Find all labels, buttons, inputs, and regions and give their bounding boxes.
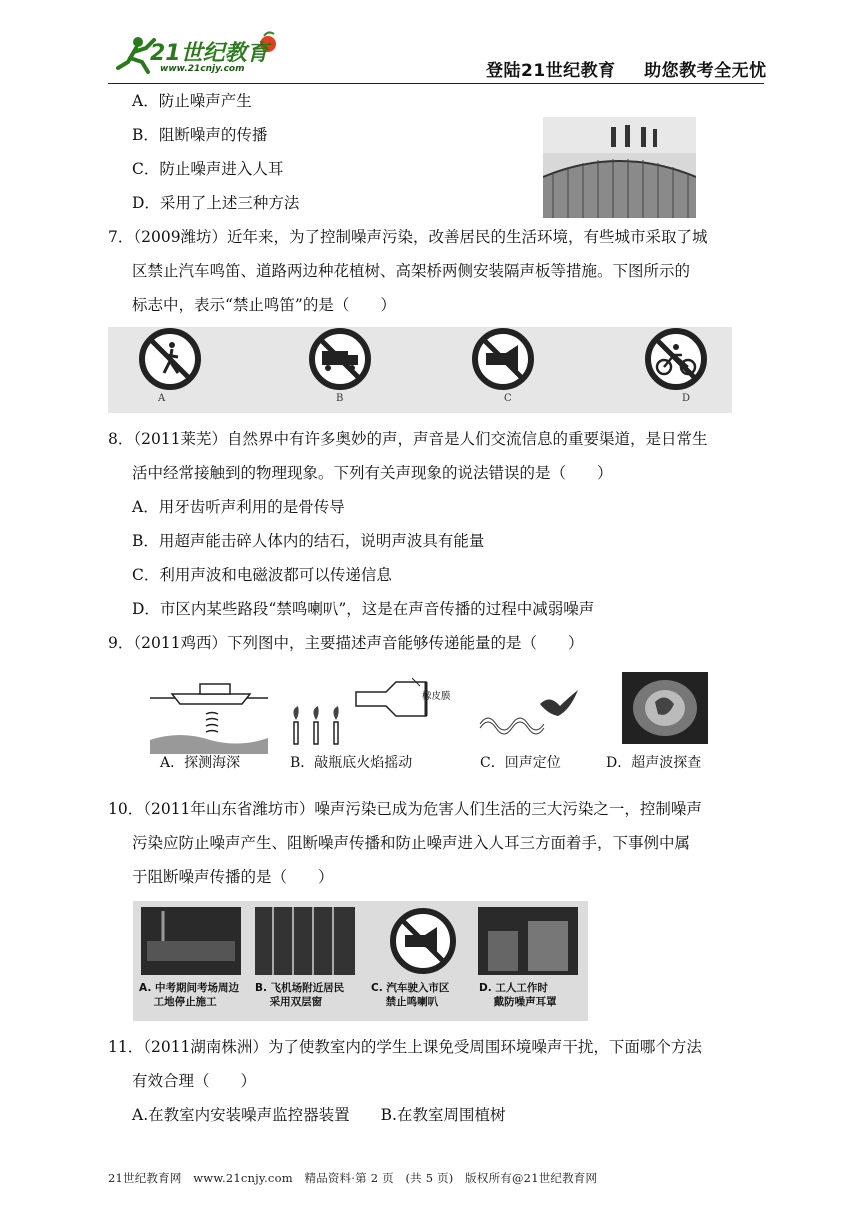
boat-sonar-icon bbox=[150, 684, 268, 754]
slogan-right: 助您教考全无忧 bbox=[644, 61, 767, 81]
q8-line-2: 活中经常接触到的物理现象。下列有关声现象的说法错误的是（ ） bbox=[132, 464, 613, 482]
slogan-left: 登陆21世纪教育 bbox=[486, 61, 616, 81]
q8-line-1: 8．（2011莱芜）自然界中有许多奥妙的声，声音是人们交流信息的重要渠道，是日常生 bbox=[108, 430, 708, 448]
q9-caption-b: B．敲瓶底火焰摇动 bbox=[290, 755, 413, 771]
q9-caption-a: A．探测海深 bbox=[160, 755, 241, 771]
no-horn-icon bbox=[475, 331, 531, 387]
construction-site-icon bbox=[141, 907, 241, 975]
q11-options: A.在教室内安装噪声监控器装置 B.在教室周围植树 bbox=[132, 1106, 506, 1124]
q8-option-b: B．用超声能击碎人体内的结石，说明声波具有能量 bbox=[132, 532, 485, 550]
q6-option-a: A．防止噪声产生 bbox=[132, 92, 252, 110]
logo-title: 21世纪教育 bbox=[150, 41, 269, 66]
candle-bottle-icon bbox=[293, 678, 426, 744]
sign-label-c: C bbox=[504, 393, 512, 404]
q10-caption-a: A. 中考期间考场周边 工地停止施工 bbox=[139, 982, 239, 1008]
ultrasound-scan-icon bbox=[622, 672, 708, 744]
q7-line-3: 标志中，表示“禁止鸣笛”的是（ ） bbox=[132, 296, 396, 314]
q8-option-c: C．利用声波和电磁波都可以传递信息 bbox=[132, 566, 392, 584]
q8-option-a: A．用牙齿听声利用的是骨传导 bbox=[132, 498, 345, 516]
q10-line-1: 10．（2011年山东省潍坊市）噪声污染已成为危害人们生活的三大污染之一，控制噪声 bbox=[108, 800, 702, 818]
q10-caption-c: C. 汽车驶入市区 禁止鸣喇叭 bbox=[371, 982, 450, 1008]
membrane-label: 橡皮膜 bbox=[422, 691, 451, 702]
q10-caption-d: D. 工人工作时 戴防噪声耳罩 bbox=[479, 982, 557, 1008]
sign-label-d: D bbox=[682, 393, 691, 404]
sign-label-b: B bbox=[336, 393, 344, 404]
q9-caption-c: C．回声定位 bbox=[480, 755, 561, 771]
no-bicycle-icon bbox=[648, 331, 704, 387]
q8-option-d: D．市区内某些路段“禁鸣喇叭”，这是在声音传播的过程中减弱噪声 bbox=[132, 600, 595, 618]
no-truck-icon bbox=[312, 331, 368, 387]
q9-line: 9．（2011鸡西）下列图中，主要描述声音能够传递能量的是（ ） bbox=[108, 634, 584, 652]
q10-line-3: 于阻断噪声传播的是（ ） bbox=[132, 868, 334, 886]
q10-caption-b: B. 飞机场附近居民 采用双层窗 bbox=[255, 982, 345, 1008]
q9-figure bbox=[150, 664, 710, 754]
q6-option-d: D．采用了上述三种方法 bbox=[132, 194, 300, 212]
q9-caption-d: D．超声波探查 bbox=[606, 755, 702, 771]
traffic-signs-figure bbox=[108, 327, 732, 413]
header-rule bbox=[108, 83, 764, 84]
bat-echolocation-icon bbox=[480, 690, 578, 734]
sign-label-a: A bbox=[158, 393, 166, 404]
q7-line-2: 区禁止汽车鸣笛、道路两边种花植树、高架桥两侧安装隔声板等措施。下图所示的 bbox=[132, 262, 691, 280]
q6-option-c: C．防止噪声进入人耳 bbox=[132, 160, 284, 178]
no-horn-sign-icon bbox=[393, 911, 453, 971]
q11-line-1: 11．（2011湖南株洲）为了使教室内的学生上课免受周围环境噪声干扰，下面哪个方法 bbox=[108, 1038, 702, 1056]
bridge-barrier-icon bbox=[543, 117, 696, 218]
q6-option-b: B．阻断噪声的传播 bbox=[132, 126, 268, 144]
no-pedestrian-icon bbox=[142, 331, 198, 387]
logo-url: www.21cnjy.com bbox=[160, 64, 245, 74]
q11-line-2: 有效合理（ ） bbox=[132, 1072, 257, 1090]
ear-protection-worker-icon bbox=[478, 907, 578, 975]
header-slogan bbox=[486, 56, 767, 81]
q10-figure bbox=[133, 901, 588, 1021]
page-footer: 21世纪教育网 www.21cnjy.com 精品资料·第 2 页 (共 5 页) 版权所有@21世纪教育网 bbox=[108, 1171, 598, 1185]
q10-line-2: 污染应防止噪声产生、阻断噪声传播和防止噪声进入人耳三方面着手，下事例中属 bbox=[132, 834, 691, 852]
sound-barrier-photo bbox=[543, 117, 696, 218]
q7-line-1: 7．（2009潍坊）近年来，为了控制噪声污染，改善居民的生活环境，有些城市采取了城 bbox=[108, 228, 708, 246]
double-window-icon bbox=[255, 907, 355, 975]
